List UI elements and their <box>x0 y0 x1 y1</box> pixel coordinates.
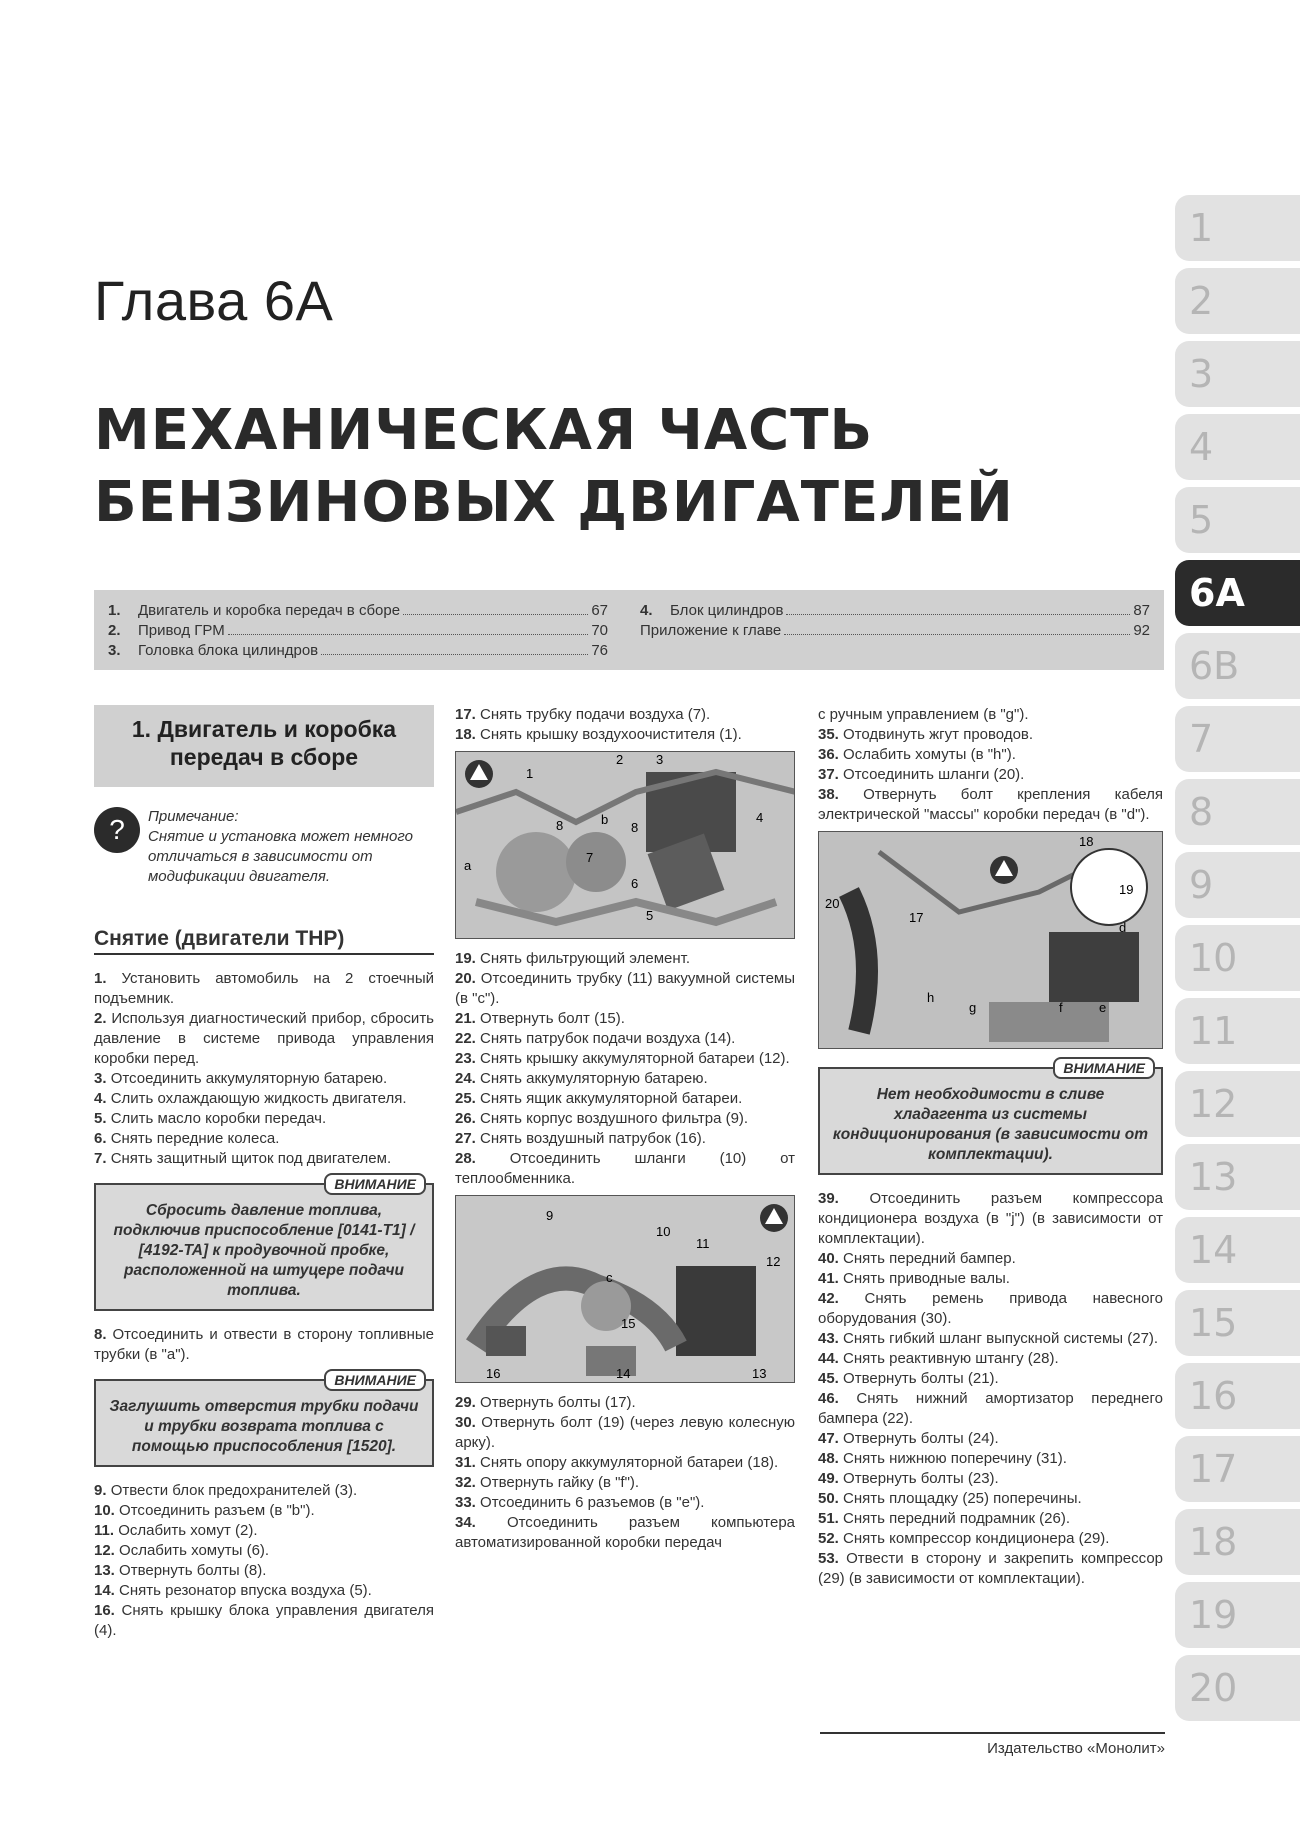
step-text: Снять аккумуляторную батарею. <box>480 1070 708 1087</box>
list-item <box>94 1561 434 1581</box>
step-number: 19. <box>455 950 476 967</box>
callout-label: 9 <box>546 1208 554 1223</box>
list-item <box>455 1149 795 1189</box>
list-item <box>818 1189 1163 1249</box>
figure-1-labels <box>456 752 795 939</box>
step-text: Снять воздушный патрубок (16). <box>480 1130 706 1147</box>
list-item <box>94 1009 434 1069</box>
callout-label: 15 <box>621 1316 636 1331</box>
callout-label: 8 <box>556 818 564 833</box>
chapter-title-line-2: БЕНЗИНОВЫХ ДВИГАТЕЛЕЙ <box>94 470 1014 535</box>
list-item <box>455 1009 795 1029</box>
step-number: 46. <box>818 1390 839 1407</box>
callout-label: 6 <box>631 876 639 891</box>
step-text: Отвернуть гайку (в "f"). <box>480 1474 640 1491</box>
warning-label: ВНИМАНИЕ <box>324 1173 426 1195</box>
toc-page: 70 <box>591 622 608 639</box>
chapter-tab[interactable]: 20 <box>1175 1655 1300 1721</box>
chapter-tab[interactable]: 14 <box>1175 1217 1300 1283</box>
step-list <box>94 1325 434 1365</box>
list-item <box>94 1521 434 1541</box>
list-item <box>818 785 1163 825</box>
step-text: Ослабить хомуты (6). <box>119 1542 270 1559</box>
toc-entry[interactable] <box>108 642 608 662</box>
toc-number: 1. <box>108 602 121 619</box>
callout-label: h <box>927 990 935 1005</box>
step-text: Отвернуть болты (17). <box>480 1394 636 1411</box>
step-text: Снять площадку (25) поперечины. <box>843 1490 1082 1507</box>
step-number: 33. <box>455 1494 476 1511</box>
chapter-heading: Глава 6А <box>94 269 334 332</box>
step-list <box>455 949 795 1189</box>
step-number: 26. <box>455 1110 476 1127</box>
callout-label: g <box>969 1000 977 1015</box>
list-item <box>94 1069 434 1089</box>
step-number: 44. <box>818 1350 839 1367</box>
step-text: Снять передний подрамник (26). <box>843 1510 1071 1527</box>
list-item <box>818 765 1163 785</box>
list-item <box>455 1049 795 1069</box>
step-number: 17. <box>455 706 476 723</box>
step-number: 6. <box>94 1130 107 1147</box>
note-text: Снятие и установка может немного отличаться в зависимости от модификации двигателя. <box>148 828 413 885</box>
list-item <box>94 1541 434 1561</box>
step-number: 43. <box>818 1330 839 1347</box>
list-item <box>455 1129 795 1149</box>
step-number: 48. <box>818 1450 839 1467</box>
step-text: Снять ящик аккумуляторной батареи. <box>480 1090 743 1107</box>
step-text: Снять ремень привода навесного оборудования (30). <box>818 1290 1164 1327</box>
toc-entry[interactable] <box>108 602 608 622</box>
callout-label: 4 <box>756 810 764 825</box>
callout-label: 2 <box>616 752 624 767</box>
step-text: Снять гибкий шланг выпускной системы (27). <box>843 1330 1159 1347</box>
step-number: 27. <box>455 1130 476 1147</box>
step-text: Используя диагностический прибор, сбросить давление в системе привода управления коробки перед. <box>94 1010 434 1067</box>
list-item <box>818 1509 1163 1529</box>
list-item <box>455 1413 795 1453</box>
step-text: Снять передний бампер. <box>843 1250 1016 1267</box>
step-number: 11. <box>94 1522 115 1539</box>
step-text: с ручным управлением (в "g"). <box>818 706 1029 723</box>
step-text: Отвести в сторону и закрепить компрессор (29) (в зависимости от комплектации). <box>818 1550 1164 1587</box>
toc-leader <box>228 634 589 635</box>
chapter-tab[interactable]: 9 <box>1175 852 1300 918</box>
step-text: Отсоединить шланги (10) от теплообменника. <box>455 1150 795 1187</box>
step-text: Снять передние колеса. <box>110 1130 280 1147</box>
chapter-title-line-1: МЕХАНИЧЕСКАЯ ЧАСТЬ <box>94 398 874 463</box>
callout-label: 19 <box>1119 882 1134 897</box>
step-text: Отсоединить шланги (20). <box>843 766 1025 783</box>
callout-label: 7 <box>586 850 594 865</box>
step-text: Снять крышку воздухоочистителя (1). <box>480 726 742 743</box>
toc-leader <box>786 614 1130 615</box>
warning-label: ВНИМАНИЕ <box>1053 1057 1155 1079</box>
step-text: Отвести блок предохранителей (3). <box>110 1482 358 1499</box>
step-number: 7. <box>94 1150 107 1167</box>
step-text: Отвернуть болты (23). <box>843 1470 999 1487</box>
toc-page: 92 <box>1133 622 1150 639</box>
list-item <box>818 1369 1163 1389</box>
step-text: Отвернуть болты (24). <box>843 1430 999 1447</box>
chapter-tab[interactable]: 3 <box>1175 341 1300 407</box>
toc-leader <box>784 634 1130 635</box>
callout-label: a <box>464 858 472 873</box>
toc-text: Двигатель и коробка передач в сборе <box>138 602 401 619</box>
step-number: 38. <box>818 786 839 803</box>
toc-entry[interactable] <box>108 622 608 642</box>
step-number: 50. <box>818 1490 839 1507</box>
list-item <box>818 705 1163 725</box>
step-text: Отвернуть болты (8). <box>119 1562 267 1579</box>
step-text: Слить охлаждающую жидкость двигателя. <box>110 1090 407 1107</box>
step-text: Установить автомобиль на 2 стоечный подъемник. <box>94 970 434 1007</box>
step-number: 45. <box>818 1370 839 1387</box>
section-heading: 1. Двигатель и коробка передач в сборе <box>94 705 434 787</box>
step-number: 39. <box>818 1190 839 1207</box>
chapter-tab[interactable]: 10 <box>1175 925 1300 991</box>
list-item <box>94 1089 434 1109</box>
column-3 <box>818 705 1163 1589</box>
chapter-tab[interactable]: 11 <box>1175 998 1300 1064</box>
step-text: Снять защитный щиток под двигателем. <box>110 1150 392 1167</box>
step-number: 9. <box>94 1482 107 1499</box>
list-item <box>455 1089 795 1109</box>
publisher-footer: Издательство «Монолит» <box>820 1732 1165 1757</box>
note-box <box>94 807 434 887</box>
toc-leader <box>321 654 588 655</box>
step-number: 3. <box>94 1070 107 1087</box>
callout-label: 10 <box>656 1224 671 1239</box>
step-text: Снять опору аккумуляторной батареи (18). <box>480 1454 779 1471</box>
step-text: Снять трубку подачи воздуха (7). <box>480 706 711 723</box>
list-item <box>94 1129 434 1149</box>
step-text: Снять компрессор кондиционера (29). <box>843 1530 1110 1547</box>
step-text: Снять нижний амортизатор переднего бампера (22). <box>818 1390 1163 1427</box>
list-item <box>818 1349 1163 1369</box>
step-number: 14. <box>94 1582 115 1599</box>
step-number: 40. <box>818 1250 839 1267</box>
chapter-tab[interactable]: 19 <box>1175 1582 1300 1648</box>
callout-label: 18 <box>1079 834 1094 849</box>
list-item <box>455 1513 795 1553</box>
callout-label: 11 <box>696 1236 710 1251</box>
step-number: 2. <box>94 1010 107 1027</box>
chapter-tab[interactable]: 16 <box>1175 1363 1300 1429</box>
step-number: 42. <box>818 1290 839 1307</box>
toc-text: Блок цилиндров <box>670 602 784 619</box>
chapter-tab[interactable]: 13 <box>1175 1144 1300 1210</box>
step-list <box>455 705 795 745</box>
step-number: 36. <box>818 746 839 763</box>
step-text: Снять фильтрующий элемент. <box>480 950 691 967</box>
list-item <box>94 1501 434 1521</box>
step-number: 18. <box>455 726 476 743</box>
step-number: 21. <box>455 1010 476 1027</box>
list-item <box>818 1269 1163 1289</box>
step-number: 41. <box>818 1270 839 1287</box>
list-item <box>455 969 795 1009</box>
engine-figure-1 <box>455 751 795 939</box>
chapter-tab[interactable]: 17 <box>1175 1436 1300 1502</box>
list-item <box>818 1389 1163 1429</box>
figure-3-labels <box>819 832 1163 1049</box>
step-text: Отодвинуть жгут проводов. <box>843 726 1034 743</box>
step-number: 34. <box>455 1514 476 1531</box>
step-text: Снять резонатор впуска воздуха (5). <box>119 1582 372 1599</box>
list-item <box>94 1325 434 1365</box>
toc-column-left <box>108 602 608 662</box>
toc-entry[interactable] <box>640 622 1150 642</box>
list-item <box>94 1601 434 1641</box>
step-number: 4. <box>94 1090 107 1107</box>
list-item <box>818 1249 1163 1269</box>
list-item <box>94 1581 434 1601</box>
warning-text: Сбросить давление топлива, подключив приспособление [0141-T1] / [4192-TA] к продувочной пробке, расположенной на штуцере подачи топлива. <box>113 1202 415 1299</box>
step-number: 30. <box>455 1414 476 1431</box>
step-number: 28. <box>455 1150 476 1167</box>
step-list <box>94 1481 434 1641</box>
step-number: 1. <box>94 970 107 987</box>
callout-label: d <box>1119 920 1127 935</box>
callout-label: c <box>606 1270 613 1285</box>
toc-page: 67 <box>591 602 608 619</box>
list-item <box>818 1549 1163 1589</box>
list-item <box>455 1393 795 1413</box>
chapter-tab[interactable]: 1 <box>1175 195 1300 261</box>
step-number: 13. <box>94 1562 115 1579</box>
step-number: 35. <box>818 726 839 743</box>
column-2 <box>455 705 795 1553</box>
subsection-heading: Снятие (двигатели THP) <box>94 929 434 955</box>
step-number: 32. <box>455 1474 476 1491</box>
step-text: Слить масло коробки передач. <box>110 1110 327 1127</box>
toc-number: 4. <box>640 602 653 619</box>
callout-label: 3 <box>656 752 664 767</box>
figure-2-labels <box>456 1196 795 1383</box>
toc-text: Привод ГРМ <box>138 622 225 639</box>
list-item <box>818 1289 1163 1329</box>
step-text: Отсоединить разъем компрессора кондиционера воздуха (в "j") (в зависимости от комплектации). <box>818 1190 1163 1247</box>
step-text: Ослабить хомут (2). <box>118 1522 258 1539</box>
chapter-tab[interactable]: 18 <box>1175 1509 1300 1575</box>
list-item <box>94 969 434 1009</box>
chapter-tab[interactable]: 6А <box>1175 560 1300 626</box>
step-number: 52. <box>818 1530 839 1547</box>
callout-label: 16 <box>486 1366 501 1381</box>
callout-label: e <box>1099 1000 1107 1015</box>
step-number: 20. <box>455 970 476 987</box>
engine-figure-2 <box>455 1195 795 1383</box>
engine-figure-3 <box>818 831 1163 1049</box>
callout-label: 12 <box>766 1254 781 1269</box>
list-item <box>455 949 795 969</box>
chapter-tabs <box>1175 195 1300 1728</box>
list-item <box>455 1493 795 1513</box>
callout-label: 13 <box>752 1366 767 1381</box>
step-text: Отсоединить 6 разъемов (в "e"). <box>480 1494 705 1511</box>
list-item <box>818 1489 1163 1509</box>
warning-box <box>94 1176 434 1311</box>
step-text: Отвернуть болт крепления кабеля электрической "массы" коробки передач (в "d"). <box>818 786 1163 823</box>
warning-text: Заглушить отверстия трубки подачи и трубки возврата топлива с помощью приспособления [1520]. <box>109 1398 419 1455</box>
list-item <box>818 725 1163 745</box>
step-text: Отвернуть болт (15). <box>480 1010 625 1027</box>
step-text: Ослабить хомуты (в "h"). <box>843 746 1016 763</box>
chapter-tab[interactable]: 6В <box>1175 633 1300 699</box>
column-1 <box>94 705 434 1641</box>
list-item <box>455 1069 795 1089</box>
callout-label: 14 <box>616 1366 631 1381</box>
step-number: 29. <box>455 1394 476 1411</box>
list-item <box>818 1429 1163 1449</box>
list-item <box>455 705 795 725</box>
note-content <box>148 807 434 887</box>
step-list <box>455 1393 795 1553</box>
warning-label: ВНИМАНИЕ <box>324 1369 426 1391</box>
step-number: 37. <box>818 766 839 783</box>
toc-entry[interactable] <box>640 602 1150 622</box>
step-text: Снять крышку блока управления двигателя (4). <box>94 1602 434 1639</box>
callout-label: 8 <box>631 820 639 835</box>
step-number: 5. <box>94 1110 107 1127</box>
step-text: Отсоединить разъем компьютера автоматизированной коробки передач <box>455 1514 796 1551</box>
list-item <box>455 1473 795 1493</box>
step-number: 22. <box>455 1030 476 1047</box>
step-number: 53. <box>818 1550 839 1567</box>
chapter-tab[interactable]: 5 <box>1175 487 1300 553</box>
list-item <box>818 1329 1163 1349</box>
step-number: 47. <box>818 1430 839 1447</box>
step-number: 23. <box>455 1050 476 1067</box>
toc-page: 87 <box>1133 602 1150 619</box>
list-item <box>818 1449 1163 1469</box>
step-list <box>94 969 434 1169</box>
step-text: Отсоединить и отвести в сторону топливные трубки (в "a"). <box>94 1326 434 1363</box>
list-item <box>455 1109 795 1129</box>
info-icon: ? <box>94 807 140 853</box>
chapter-title <box>94 395 1134 539</box>
step-text: Отвернуть болты (21). <box>843 1370 999 1387</box>
toc-number: 2. <box>108 622 121 639</box>
warning-text: Нет необходимости в сливе хладагента из системы кондиционирования (в зависимости от комплектации). <box>832 1086 1149 1163</box>
step-list <box>818 1189 1163 1589</box>
step-number: 31. <box>455 1454 476 1471</box>
toc-column-right <box>640 602 1150 642</box>
step-text: Снять приводные валы. <box>843 1270 1010 1287</box>
step-text: Снять патрубок подачи воздуха (14). <box>480 1030 736 1047</box>
toc-page: 76 <box>591 642 608 659</box>
toc-leader <box>403 614 588 615</box>
step-number: 10. <box>94 1502 115 1519</box>
chapter-tab[interactable]: 2 <box>1175 268 1300 334</box>
chapter-tab[interactable]: 12 <box>1175 1071 1300 1137</box>
table-of-contents <box>94 590 1164 670</box>
list-item <box>818 1529 1163 1549</box>
step-text: Отсоединить аккумуляторную батарею. <box>110 1070 388 1087</box>
list-item <box>94 1109 434 1129</box>
list-item <box>94 1149 434 1169</box>
toc-text: Приложение к главе <box>640 622 782 639</box>
step-number: 16. <box>94 1602 115 1619</box>
chapter-tab[interactable]: 4 <box>1175 414 1300 480</box>
step-text: Снять корпус воздушного фильтра (9). <box>480 1110 749 1127</box>
step-number: 8. <box>94 1326 107 1343</box>
list-item <box>455 725 795 745</box>
list-item <box>455 1453 795 1473</box>
chapter-tab[interactable]: 7 <box>1175 706 1300 772</box>
callout-label: 5 <box>646 908 654 923</box>
callout-label: 20 <box>825 896 840 911</box>
note-label: Примечание: <box>148 808 239 825</box>
warning-box <box>94 1372 434 1467</box>
step-number: 49. <box>818 1470 839 1487</box>
list-item <box>455 1029 795 1049</box>
step-text: Снять реактивную штангу (28). <box>843 1350 1059 1367</box>
callout-label: f <box>1059 1000 1063 1015</box>
step-number: 51. <box>818 1510 839 1527</box>
chapter-tab[interactable]: 15 <box>1175 1290 1300 1356</box>
toc-number: 3. <box>108 642 121 659</box>
list-item <box>818 745 1163 765</box>
list-item <box>94 1481 434 1501</box>
step-text: Отвернуть болт (19) (через левую колесную арку). <box>455 1414 795 1451</box>
step-number: 25. <box>455 1090 476 1107</box>
step-number: 12. <box>94 1542 115 1559</box>
step-text: Отсоединить разъем (в "b"). <box>119 1502 315 1519</box>
callout-label: b <box>601 812 609 827</box>
step-text: Снять нижнюю поперечину (31). <box>843 1450 1067 1467</box>
toc-text: Головка блока цилиндров <box>138 642 319 659</box>
step-list <box>818 705 1163 825</box>
callout-label: 17 <box>909 910 924 925</box>
warning-box <box>818 1060 1163 1175</box>
step-number: 24. <box>455 1070 476 1087</box>
list-item <box>818 1469 1163 1489</box>
chapter-tab[interactable]: 8 <box>1175 779 1300 845</box>
callout-label: 1 <box>526 766 534 781</box>
step-text: Отсоединить трубку (11) вакуумной системы (в "c"). <box>455 970 795 1007</box>
step-text: Снять крышку аккумуляторной батареи (12). <box>480 1050 790 1067</box>
